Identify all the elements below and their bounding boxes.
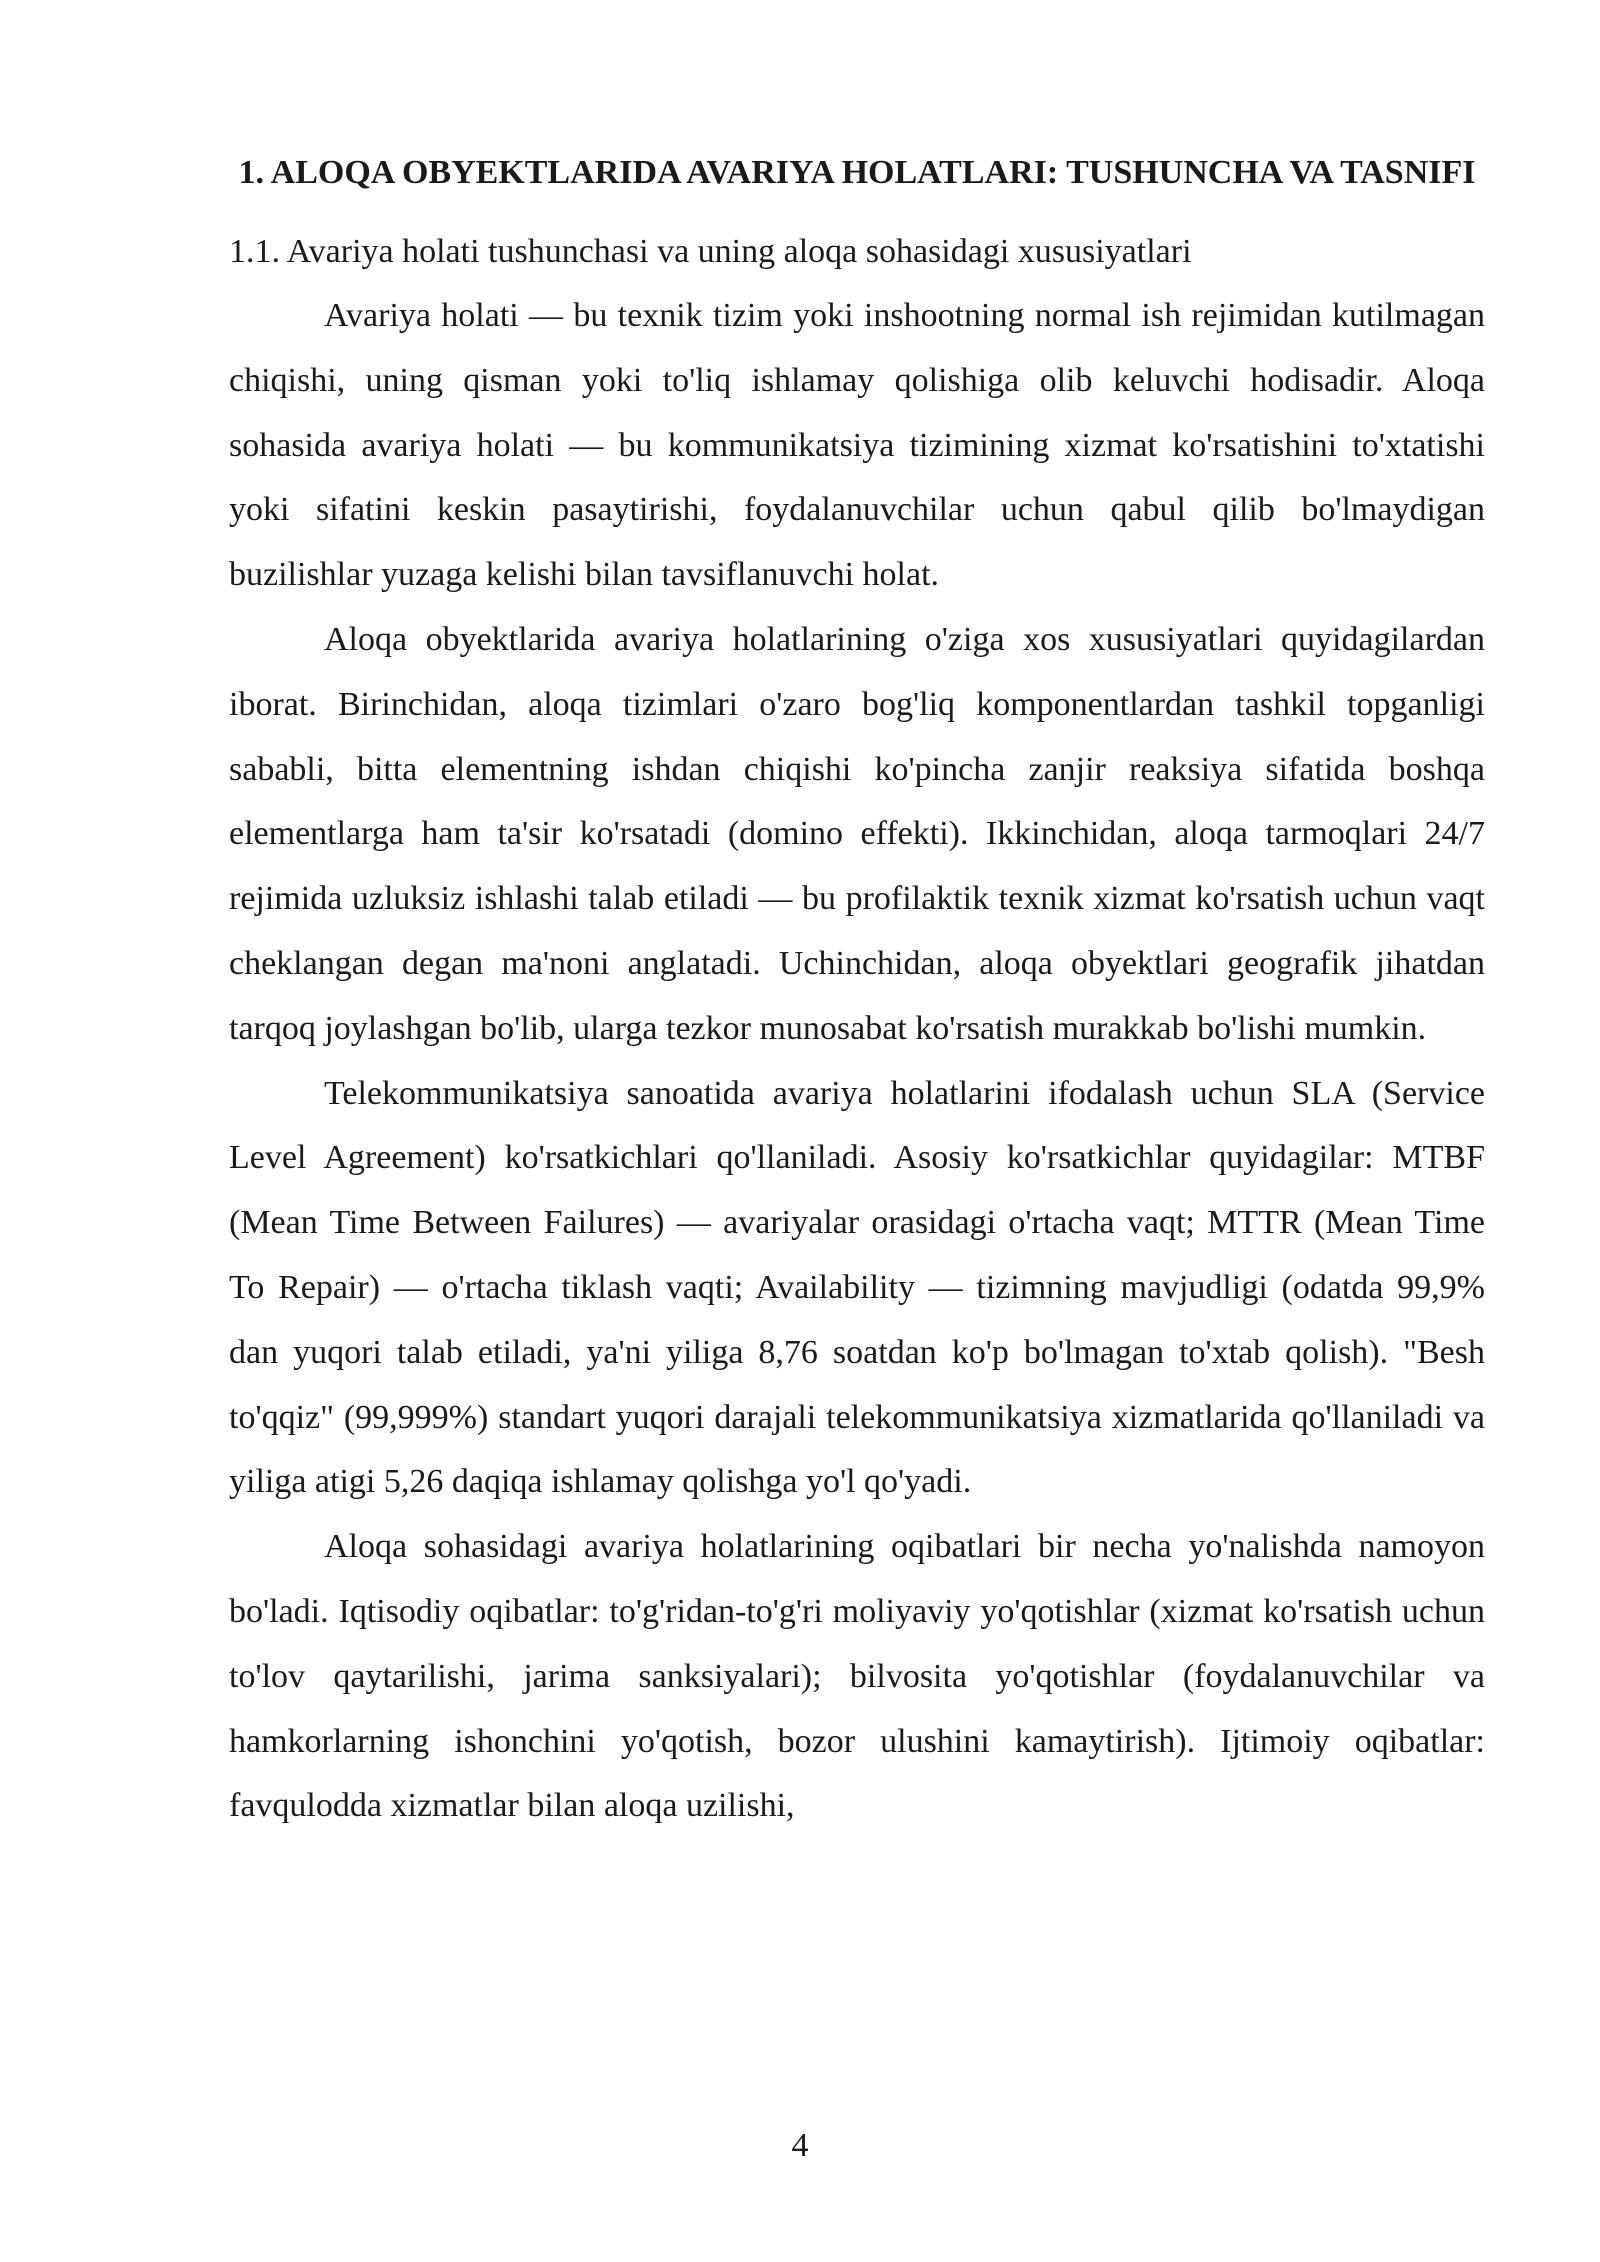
chapter-title: 1. ALOQA OBYEKTLARIDA AVARIYA HOLATLARI: TUSHUNCHA VA TASNIFI <box>238 154 1476 191</box>
document-page <box>229 140 1485 1839</box>
body-paragraph: Aloqa obyektlarida avariya holatlarining o'ziga xos xususiyatlari quyidagilardan iborat. Birinchidan, aloqa tizimlari o'zaro bog'liq komponentlardan tashkil topganligi sababli, bitta elementning ishdan chiqishi ko'pincha zanjir reaksiya sifatida boshqa elementlarga ham ta'sir ko'rsatadi (domino effekti). Ikkinchidan, aloqa tarmoqlari 24/7 rejimida uzluksiz ishlashi talab etiladi — bu profilaktik texnik xizmat ko'rsatish uchun vaqt cheklangan degan ma'noni anglatadi. Uchinchidan, aloqa obyektlari geografik jihatdan tarqoq joylashgan bo'lib, ularga tezkor munosabat ko'rsatish murakkab bo'lishi mumkin. <box>229 620 1485 1047</box>
body-paragraph: Aloqa sohasidagi avariya holatlarining oqibatlari bir necha yo'nalishda namoyon bo'ladi. Iqtisodiy oqibatlar: to'g'ridan-to'g'ri moliyaviy yo'qotishlar (xizmat ko'rsatish uchun to'lov qaytarilishi, jarima sanksiyalari); bilvosita yo'qotishlar (foydalanuvchilar va hamkorlarning ishonchini yo'qotish, bozor ulushini kamaytirish). Ijtimoiy oqibatlar: favqulodda xizmatlar bilan aloqa uzilishi, <box>229 1528 1485 1825</box>
body-paragraph: Telekommunikatsiya sanoatida avariya holatlarini ifodalash uchun SLA (Service Level Agreement) ko'rsatkichlari qo'llaniladi. Asosiy ko'rsatkichlar quyidagilar: MTBF (Mean Time Between Failures) — avariyalar orasidagi o'rtacha vaqt; MTTR (Mean Time To Repair) — o'rtacha tiklash vaqti; Availability — tizimning mavjudligi (odatda 99,9% dan yuqori talab etiladi, ya'ni yiliga 8,76 soatdan ko'p bo'lmagan to'xtab qolish). "Besh to'qqiz" (99,999%) standart yuqori darajali telekommunikatsiya xizmatlarida qo'llaniladi va yiliga atigi 5,26 daqiqa ishlamay qolishga yo'l qo'yadi. <box>229 1074 1485 1501</box>
subsection-heading: 1.1. Avariya holati tushunchasi va uning aloqa sohasidagi xususiyatlari <box>229 233 1192 270</box>
page-number: 4 <box>791 2127 809 2164</box>
body-paragraph: Avariya holati — bu texnik tizim yoki inshootning normal ish rejimidan kutilmagan chiqishi, uning qisman yoki to'liq ishlamay qolishiga olib keluvchi hodisadir. Aloqa sohasida avariya holati — bu kommunikatsiya tizimining xizmat ko'rsatishini to'xtatishi yoki sifatini keskin pasaytirishi, foydalanuvchilar uchun qabul qilib bo'lmaydigan buzilishlar yuzaga kelishi bilan tavsiflanuvchi holat. <box>229 297 1485 594</box>
